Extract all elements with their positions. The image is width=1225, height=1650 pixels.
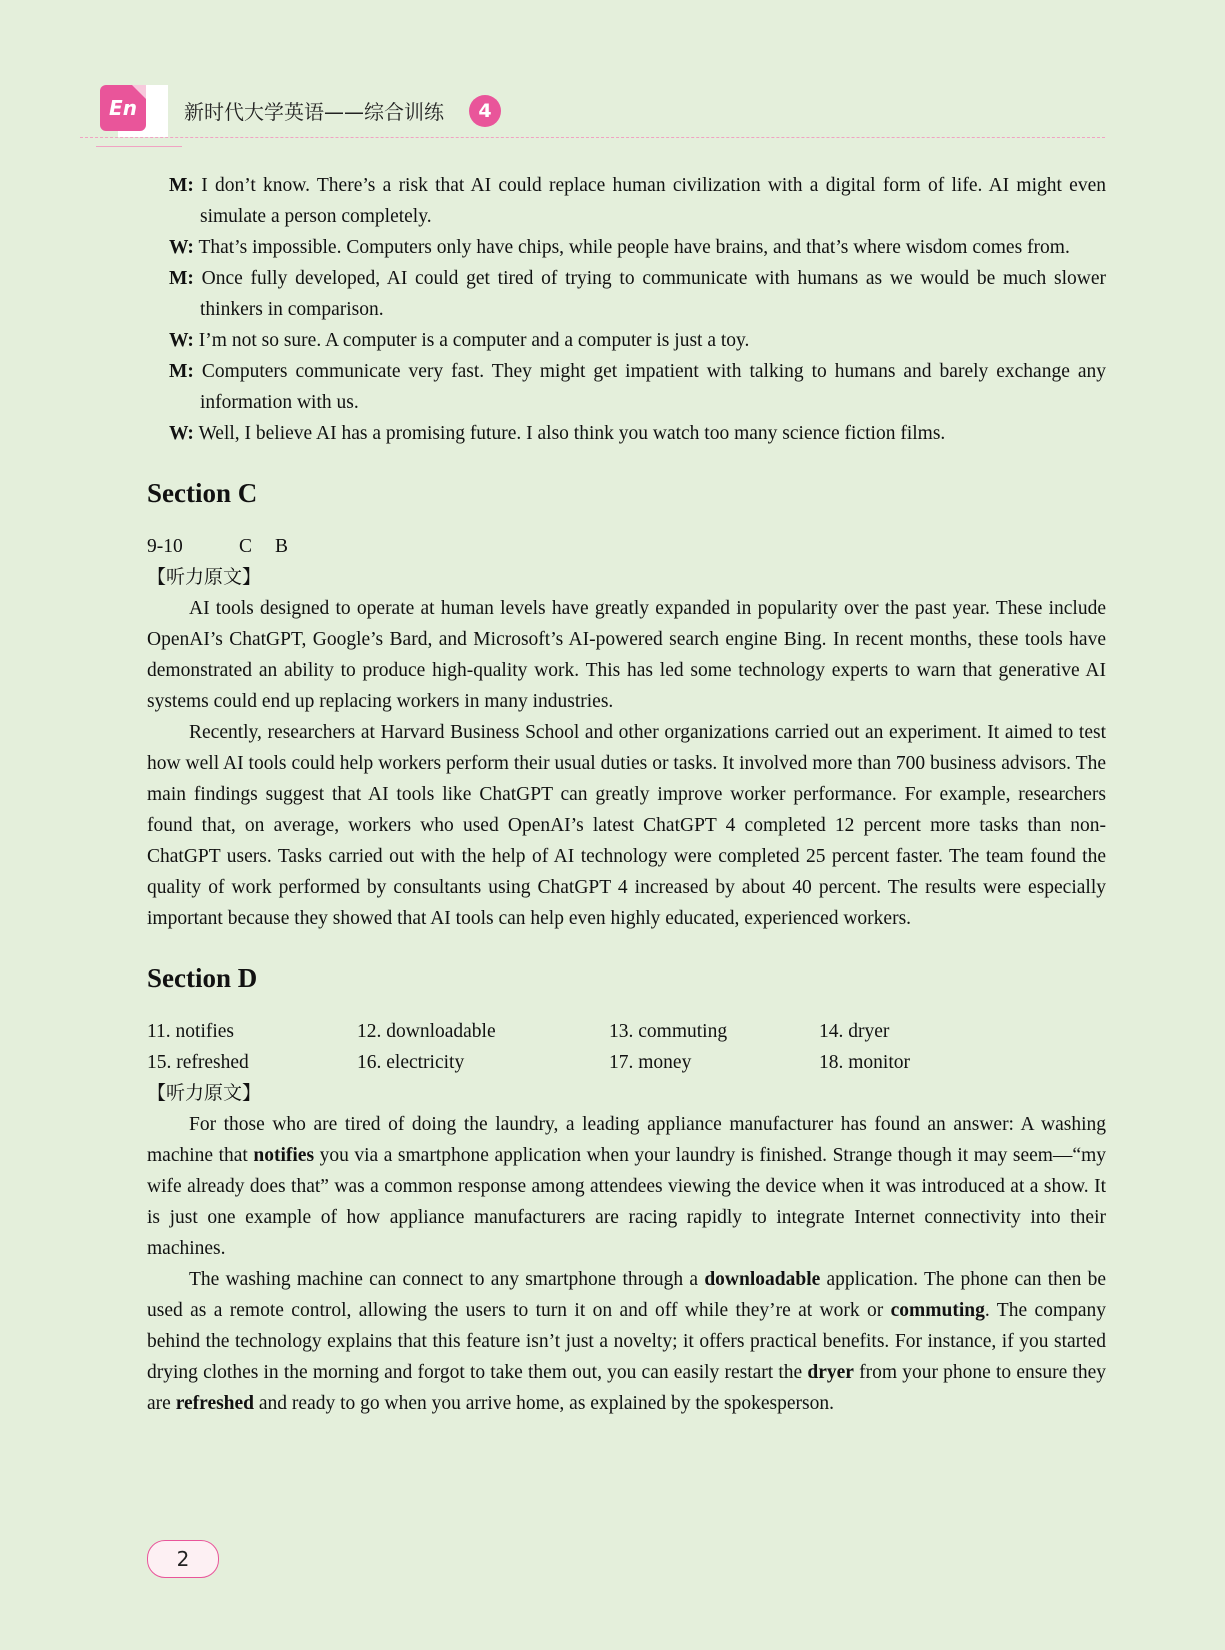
answer-9: C <box>239 536 253 557</box>
paragraph: Recently, researchers at Harvard Business School and other organizations carried out an experiment. It aimed to test how well AI tools could help workers perform their usual duties or tasks. It involved more than 700 business advisors. The main findings suggest that AI tools like ChatGPT can greatly improve worker performance. For example, researchers found that, on average, workers who used OpenAI’s latest ChatGPT 4 completed 12 percent more tasks than non-ChatGPT users. Tasks carried out with the help of AI technology were completed 25 percent faster. The team found the quality of work performed by consultants using ChatGPT 4 increased by about 40 percent. The results were especially important because they showed that AI tools can help even highly educated, experienced workers. <box>147 722 1106 929</box>
section-c-heading: Section C <box>147 478 258 508</box>
dialogue-line <box>147 418 1106 449</box>
answer-14: 14. dryer <box>819 1021 890 1042</box>
volume-badge: 4 <box>469 95 501 127</box>
dialogue-line <box>147 263 1106 325</box>
dialogue-line <box>147 170 1106 232</box>
answer-word: dryer <box>807 1362 854 1383</box>
page-content <box>147 170 1106 1419</box>
speaker: M: <box>169 175 194 196</box>
answer-word: downloadable <box>704 1269 821 1290</box>
answer-15: 15. refreshed <box>147 1052 249 1073</box>
speaker: M: <box>169 268 194 289</box>
logo-fold-corner <box>132 85 146 99</box>
speaker: M: <box>169 361 194 382</box>
answer-11: 11. notifies <box>147 1021 235 1042</box>
dialogue-text: Computers communicate very fast. They might get impatient with talking to humans and barely exchange any information with us. <box>200 361 1107 413</box>
text-run: application. The phone can then be used as a remote control, allowing the users to turn it on and off while they’re at work or <box>147 1269 1107 1321</box>
paragraph <box>147 1264 1106 1419</box>
text-run: you via a smartphone application when your laundry is finished. Strange though it may seem—“my wife already does that” was a common response among attendees viewing the device when it was introduced at a show. It is just one example of how appliance manufacturers are racing rapidly to integrate Internet connectivity into their machines. <box>147 1145 1107 1259</box>
answer-17: 17. money <box>609 1052 692 1073</box>
dialogue <box>147 170 1106 449</box>
dialogue-line <box>147 232 1106 263</box>
answer-18: 18. monitor <box>819 1052 910 1073</box>
dialogue-line <box>147 356 1106 418</box>
text-run: and ready to go when you arrive home, as explained by the spokesperson. <box>254 1393 834 1414</box>
paragraph: AI tools designed to operate at human levels have greatly expanded in popularity over the past year. These include OpenAI’s ChatGPT, Google’s Bard, and Microsoft’s AI-powered search engine Bing. In recent months, these tools have demonstrated an ability to produce high-quality work. This has led some technology experts to warn that generative AI systems could end up replacing workers in many industries. <box>147 598 1106 712</box>
dialogue-line <box>147 325 1106 356</box>
answer-12: 12. downloadable <box>357 1021 496 1042</box>
header-solid-rule <box>96 146 182 147</box>
answer-word: refreshed <box>175 1393 255 1414</box>
speaker: W: <box>169 423 194 444</box>
answer-13: 13. commuting <box>609 1021 728 1042</box>
text-run: . The company behind the technology explains that this feature isn’t just a novelty; it offers practical benefits. For instance, if you started drying clothes in the morning and forgot to take them out, you can easily restart the <box>147 1300 1106 1383</box>
text-run: The washing machine can connect to any smartphone through a <box>189 1269 705 1290</box>
book-title: 新时代大学英语——综合训练 <box>184 100 444 124</box>
text-run: For those who are tired of doing the laundry, a leading appliance manufacturer has found an answer: A washing machine that <box>147 1114 1106 1166</box>
section-d-heading: Section D <box>147 963 258 993</box>
page-number: 2 <box>147 1540 219 1578</box>
script-label: 【听力原文】 <box>147 566 262 588</box>
text-run: from your phone to ensure they are <box>147 1362 1106 1414</box>
dialogue-text: Once fully developed, AI could get tired of trying to communicate with humans as we would be much slower thinkers in comparison. <box>200 268 1106 320</box>
section-d-answers <box>147 1016 1106 1078</box>
speaker: W: <box>169 237 194 258</box>
answer-word: notifies <box>253 1145 315 1166</box>
dialogue-text: I’m not so sure. A computer is a computer and a computer is just a toy. <box>198 330 750 351</box>
speaker: W: <box>169 330 194 351</box>
book-logo <box>100 85 168 137</box>
section-c-answers <box>147 531 1106 562</box>
dialogue-text: That’s impossible. Computers only have chips, while people have brains, and that’s where wisdom comes from. <box>198 237 1070 258</box>
page-header <box>0 0 1225 150</box>
header-dashed-rule <box>80 137 1105 138</box>
dialogue-text: I don’t know. There’s a risk that AI could replace human civilization with a digital form of life. AI might even simulate a person completely. <box>200 175 1106 227</box>
answer-word: commuting <box>890 1300 985 1321</box>
logo-badge: En <box>100 85 146 131</box>
dialogue-text: Well, I believe AI has a promising future. I also think you watch too many science fiction films. <box>198 423 946 444</box>
answer-16: 16. electricity <box>357 1052 465 1073</box>
answer-10: B <box>275 536 289 557</box>
answer-key-range: 9-10 <box>147 536 183 557</box>
paragraph <box>147 1109 1106 1264</box>
script-label: 【听力原文】 <box>147 1082 262 1104</box>
